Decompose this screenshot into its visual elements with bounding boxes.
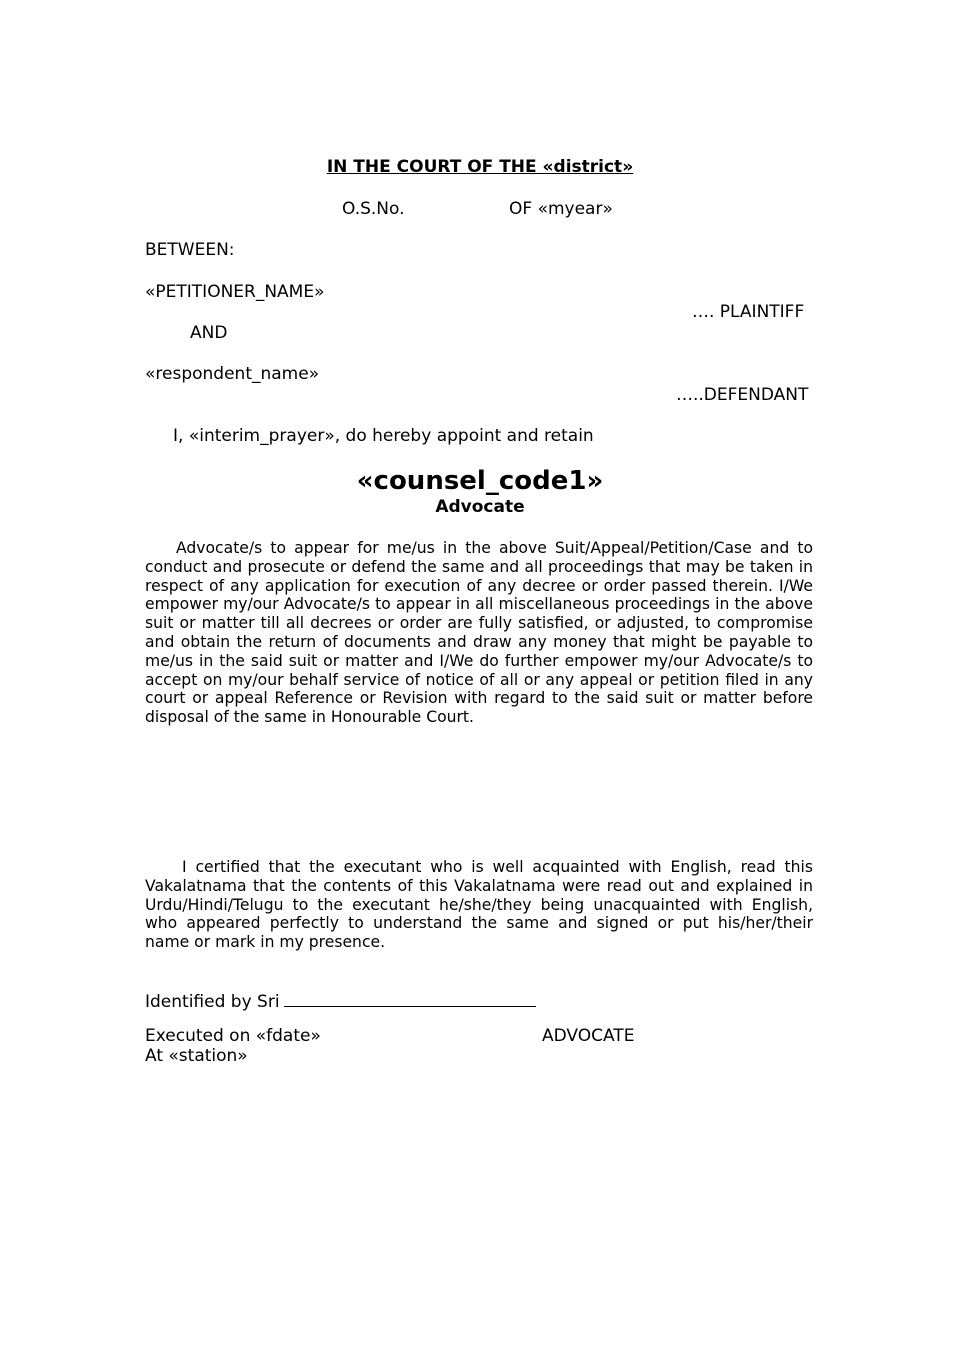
identified-by-blank	[284, 989, 536, 1007]
executed-on-label: Executed on «fdate»	[145, 1026, 321, 1046]
identified-by-label: Identified by Sri	[145, 992, 280, 1012]
of-year-label: OF «myear»	[509, 199, 613, 219]
os-number-label: O.S.No.	[342, 199, 405, 219]
station-label: At «station»	[145, 1046, 248, 1066]
plaintiff-label: …. PLAINTIFF	[692, 302, 805, 322]
advocate-signature-label: ADVOCATE	[542, 1026, 635, 1046]
and-label: AND	[190, 323, 228, 343]
court-title: IN THE COURT OF THE «district»	[326, 157, 634, 177]
counsel-name: «counsel_code1»	[356, 466, 604, 496]
certification-paragraph: I certified that the executant who is well acquainted with English, read this Vakalatnama that the contents of this Vakalatnama were read out and explained in Urdu/Hindi/Telugu to the executant he/she/they being unacquainted with English, who appeared perfectly to understand the same and signed or put his/her/their name or mark in my presence.	[145, 858, 813, 952]
appointment-statement: I, «interim_prayer», do hereby appoint and retain	[173, 426, 594, 446]
petitioner-name: «PETITIONER_NAME»	[145, 282, 325, 302]
between-label: BETWEEN:	[145, 240, 235, 260]
authority-paragraph: Advocate/s to appear for me/us in the above Suit/Appeal/Petition/Case and to conduct and prosecute or defend the same and all proceedings that may be taken in respect of any application for execution of any decree or order passed therein. I/We empower my/our Advocate/s to appear in all miscellaneous proceedings in the above suit or matter till all decrees or order are fully satisfied, or adjusted, to compromise and obtain the return of documents and draw any money that might be payable to me/us in the said suit or matter and I/We do further empower my/our Advocate/s to accept on my/our behalf service of notice of all or any appeal or petition filed in any court or appeal Reference or Revision with regard to the said suit or matter before disposal of the same in Honourable Court.	[145, 539, 813, 727]
defendant-label: …..DEFENDANT	[676, 385, 809, 405]
identified-by-line	[145, 989, 536, 1012]
respondent-name: «respondent_name»	[145, 364, 320, 384]
advocate-role: Advocate	[435, 497, 525, 517]
